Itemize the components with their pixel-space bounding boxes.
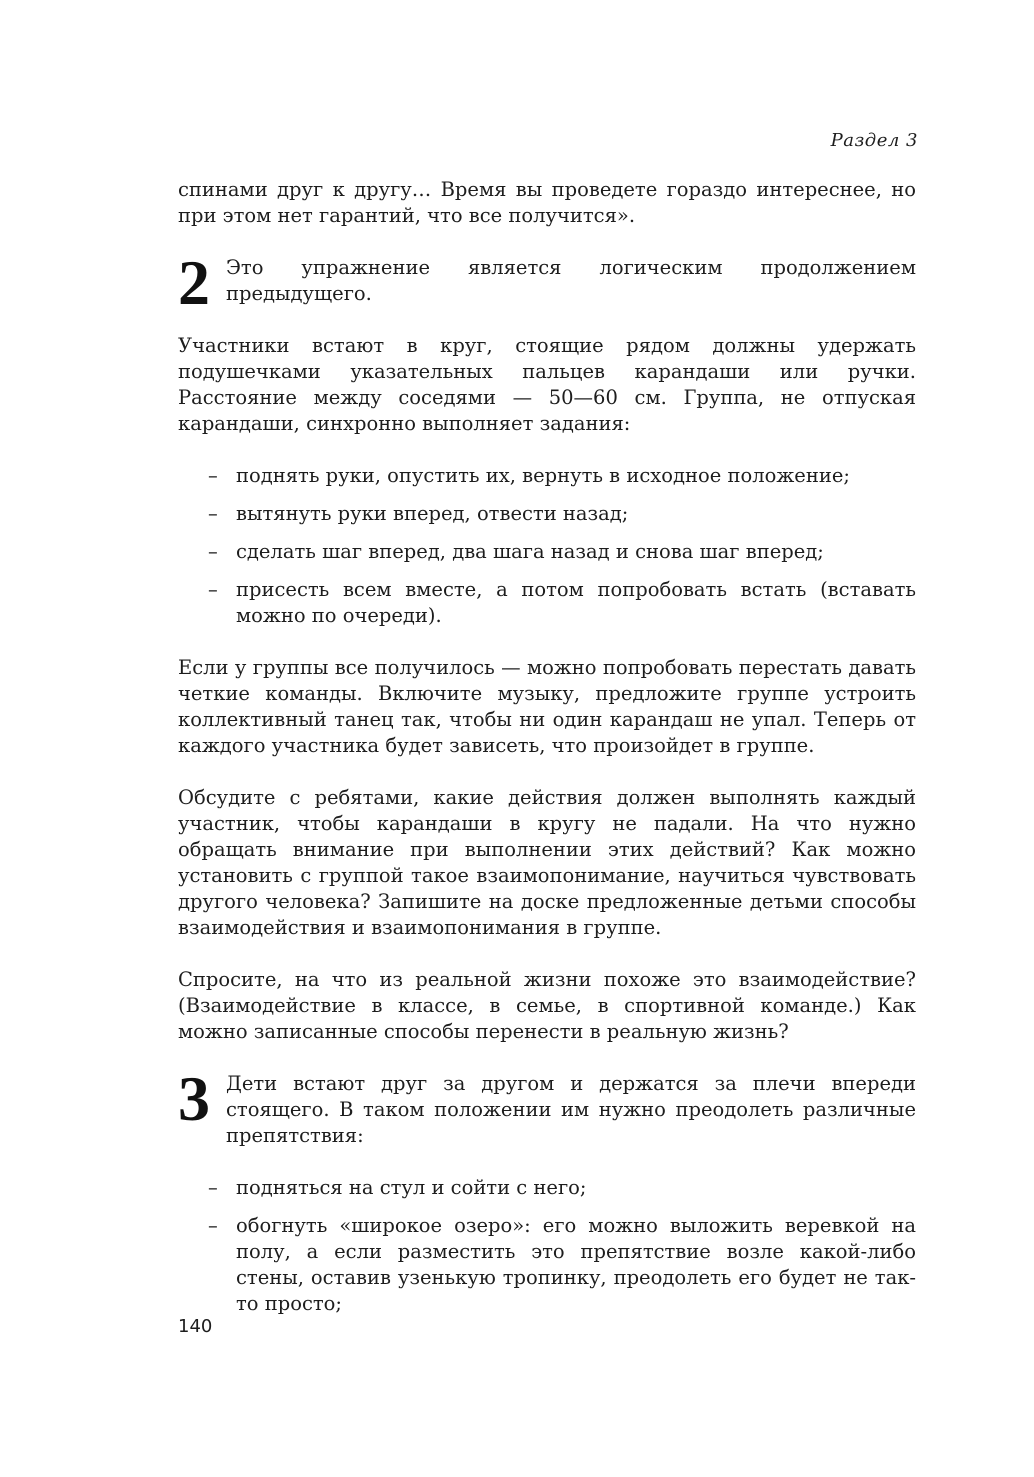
list-item-text: присесть всем вместе, а потом попробовать встать (вставать можно по очереди). (236, 578, 916, 627)
paragraph-ask: Спросите, на что из реальной жизни похоже это взаимодействие? (Взаимодействие в классе, в семье, в спортивной команде.) Как можно записанные способы перенести в реальную жизнь? (178, 968, 916, 1043)
paragraph-continuation: спинами друг к другу… Время вы проведете гораздо интереснее, но при этом нет гарантий, что все получится». (178, 178, 916, 227)
list-dash: – (208, 540, 218, 563)
exercise-intro: Дети встают друг за другом и держатся за плечи впереди стоящего. В таком положении им нужно преодолеть различные препятствия: (226, 1072, 916, 1147)
list-item-text: сделать шаг вперед, два шага назад и снова шаг вперед; (236, 540, 824, 563)
list-item-text: поднять руки, опустить их, вернуть в исходное положение; (236, 464, 850, 487)
paragraph-participants: Участники встают в круг, стоящие рядом должны удержать подушечками указательных пальцев карандаши или ручки. Расстояние между соседями — 50—60 см. Группа, не отпуская карандаши, синхронно выполняет задания: (178, 334, 916, 435)
list-item-text: подняться на стул и сойти с него; (236, 1176, 587, 1199)
page-number: 140 (178, 1316, 213, 1337)
list-item-text: вытянуть руки вперед, отвести назад; (236, 502, 629, 525)
list-item (178, 539, 916, 565)
exercise-2 (178, 247, 916, 318)
list-dash: – (208, 578, 218, 601)
paragraph-discuss: Обсудите с ребятами, какие действия должен выполнять каждый участник, чтобы карандаши в кругу не падали. На что нужно обращать внимание при выполнении этих действий? Как можно установить с группой такое взаимопонимание, научиться чувствовать другого человека? Запишите на доске предложенные детьми способы взаимодействия и взаимопонимания в группе. (178, 786, 916, 939)
exercise-number: 3 (178, 1063, 210, 1134)
exercise-intro: Это упражнение является логическим продолжением предыдущего. (226, 256, 916, 305)
list-dash: – (208, 464, 218, 487)
page-body (178, 177, 916, 1343)
list-item (178, 463, 916, 489)
list-item (178, 501, 916, 527)
paragraph-if-group: Если у группы все получилось — можно попробовать перестать давать четкие команды. Включите музыку, предложите группе устроить коллективный танец так, чтобы ни один карандаш не упал. Теперь от каждого участника будет зависеть, что произойдет в группе. (178, 656, 916, 757)
running-header: Раздел 3 (830, 130, 918, 151)
list-item (178, 577, 916, 629)
list-item (178, 1175, 916, 1201)
task-list (178, 463, 916, 629)
exercise-number: 2 (178, 247, 210, 318)
obstacle-list (178, 1175, 916, 1317)
list-dash: – (208, 1176, 218, 1199)
exercise-3 (178, 1063, 916, 1149)
list-item (178, 1213, 916, 1317)
list-dash: – (208, 502, 218, 525)
list-dash: – (208, 1214, 218, 1237)
list-item-text: обогнуть «широкое озеро»: его можно выложить веревкой на полу, а если разместить это препятствие возле какой-либо стены, оставив узенькую тропинку, преодолеть его будет не так-то просто; (236, 1214, 916, 1315)
